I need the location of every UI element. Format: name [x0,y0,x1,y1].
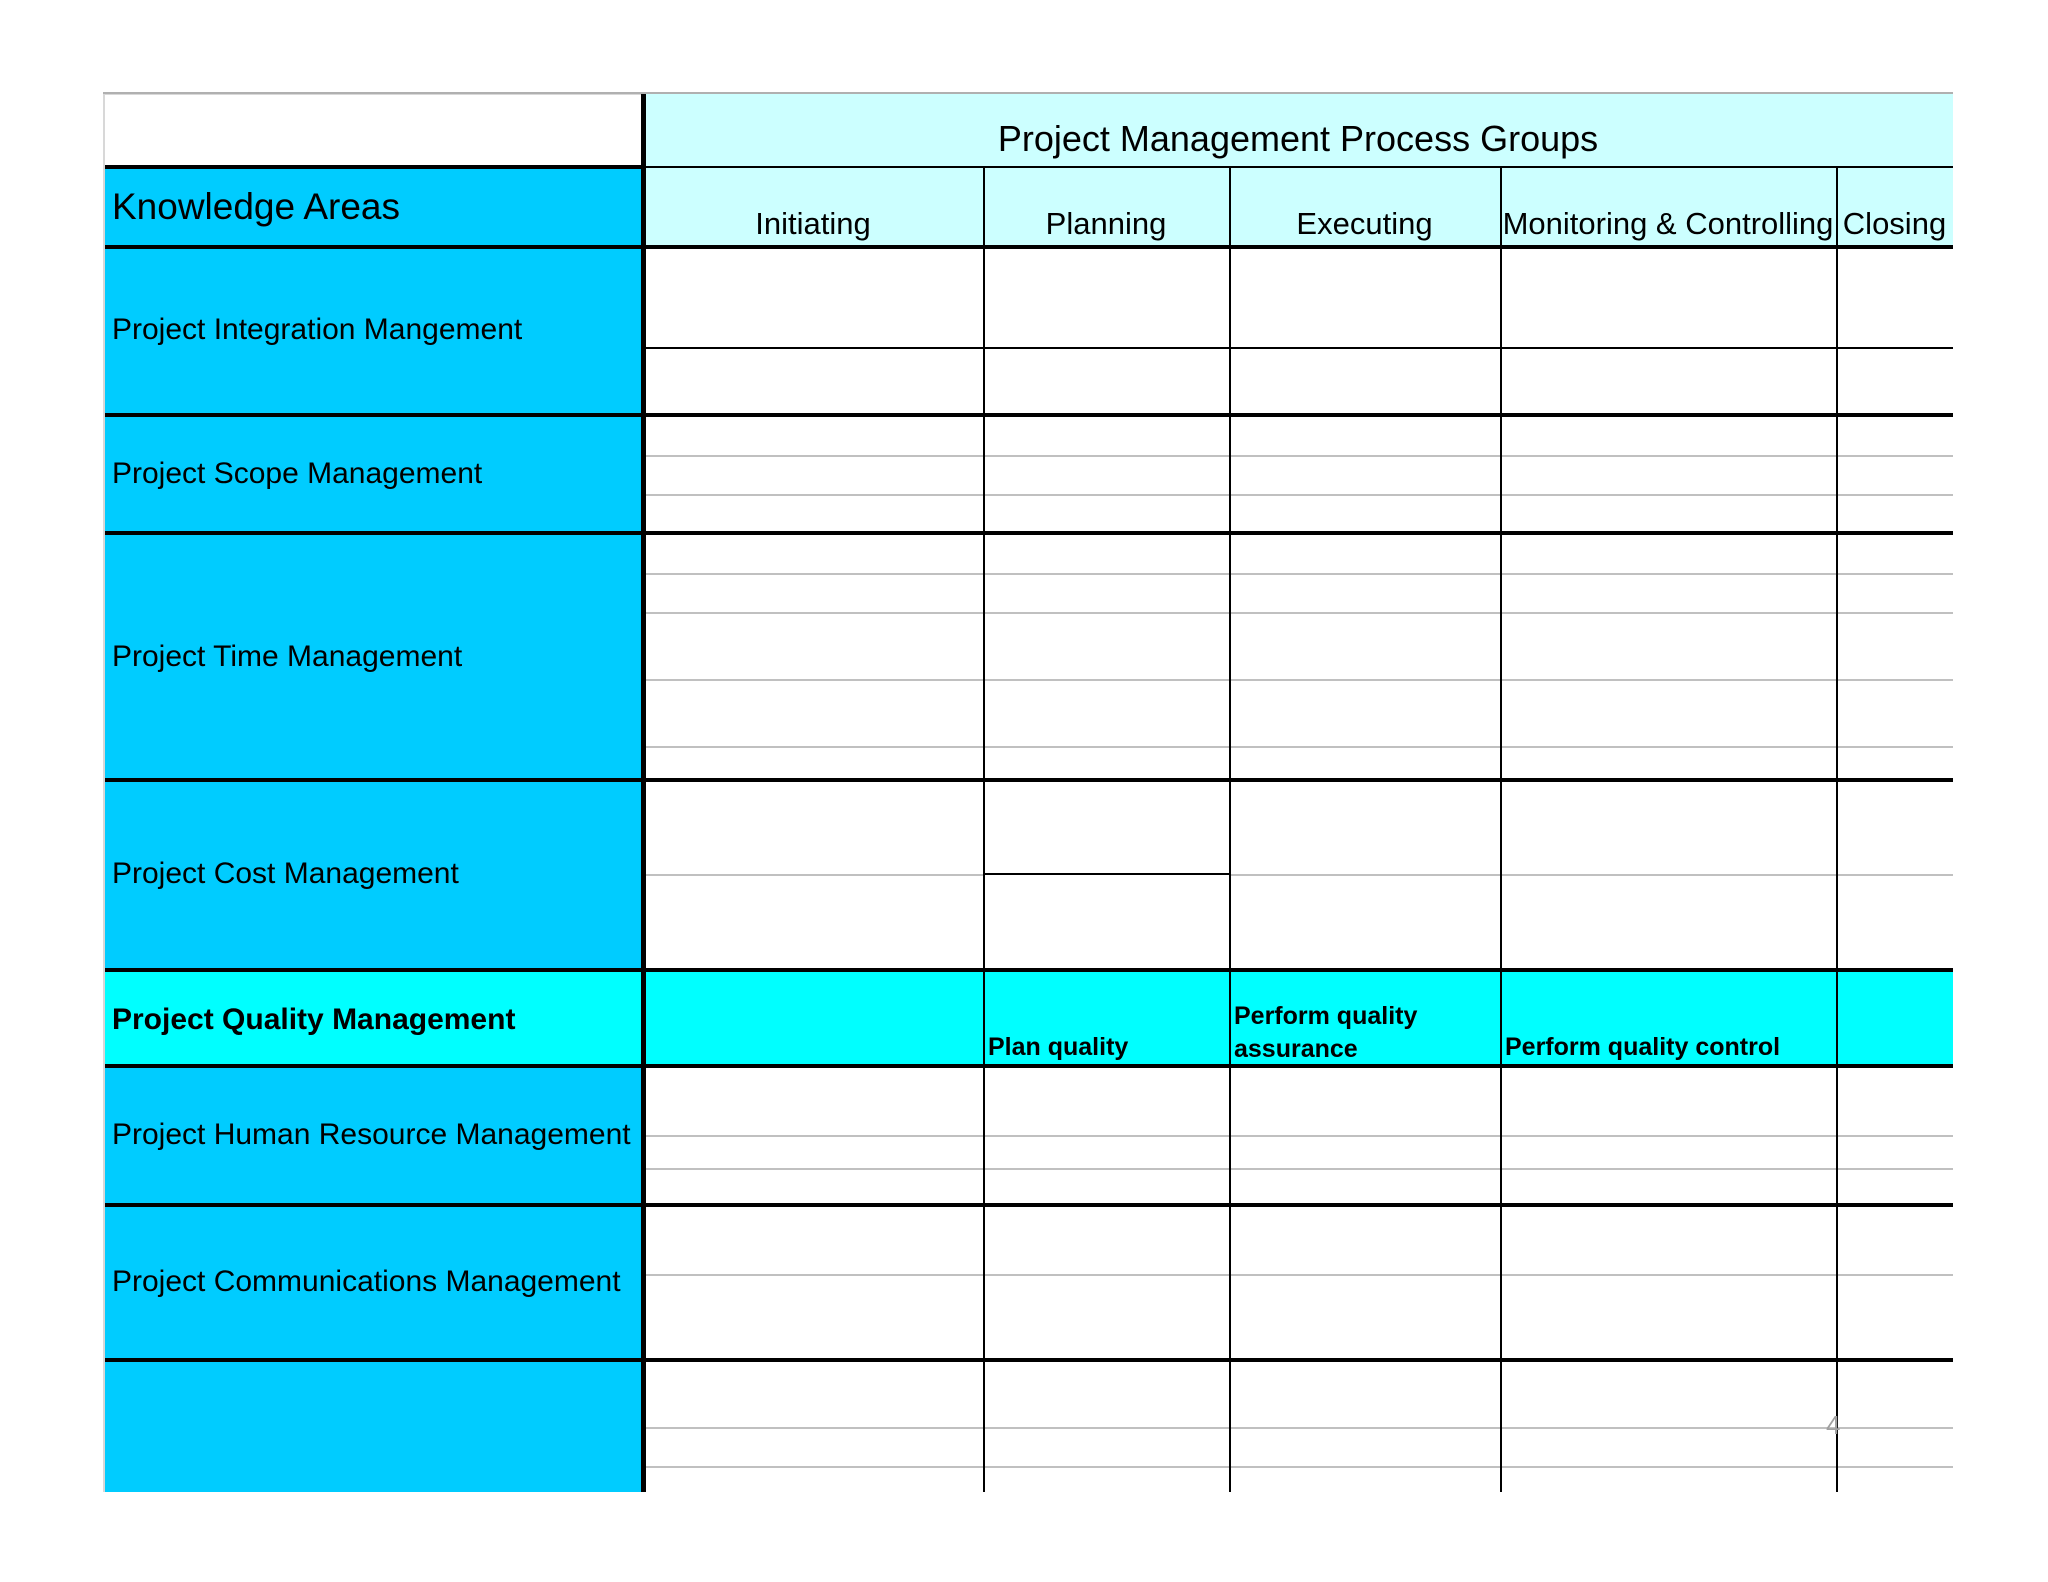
column-header-planning: Planning [1045,206,1167,241]
gridline [645,612,1953,614]
row-separator [103,531,1953,535]
row-separator [103,1358,1953,1362]
row-separator [103,245,1953,249]
row-separator [103,1203,1953,1207]
gridline [645,455,1953,457]
row-separator [103,778,1953,782]
column-divider [1500,167,1502,1492]
row-separator [103,1064,1953,1068]
quality-cell-planning: Plan quality [988,1033,1129,1061]
gridline [645,1466,1953,1468]
column-divider [1836,167,1838,1492]
quality-cell-executing: Perform quality assurance [1234,1002,1418,1063]
knowledge-areas-heading: Knowledge Areas [112,186,400,227]
process-groups-title: Project Management Process Groups [997,118,1599,159]
corner-blank-cell [103,93,643,167]
knowledge-area-scope: Project Scope Management [112,457,483,490]
gridline [645,1274,1953,1276]
gridline [645,573,1953,575]
knowledge-area-integration: Project Integration Mangement [112,313,523,346]
left-border [103,93,105,1492]
gridline [645,874,983,876]
row-separator [103,413,1953,417]
knowledge-area-time: Project Time Management [112,640,463,673]
row-separator [103,165,645,169]
column-divider [1229,167,1231,1492]
knowledge-area-cost: Project Cost Management [112,857,459,890]
page-number: 4 [1826,1410,1841,1440]
column-divider [983,167,985,1492]
gridline [645,746,1953,748]
gridline [645,1135,1953,1137]
gridline [645,494,1953,496]
column-header-executing: Executing [1296,206,1433,241]
gridline [645,1168,1953,1170]
column-divider-areas [641,93,646,1492]
column-header-closing: Closing [1842,206,1947,241]
knowledge-area-human-resource: Project Human Resource Management [112,1118,631,1151]
column-header-monitoring-controlling: Monitoring & Controlling [1502,206,1834,241]
column-header-initiating: Initiating [755,206,871,241]
top-border [103,92,1953,94]
gridline [645,347,1953,349]
gridline [643,166,1953,168]
gridline [645,679,1953,681]
gridline [645,1427,1953,1429]
gridline [983,873,1229,875]
gridline [1229,874,1953,876]
quality-cell-monitoring: Perform quality control [1505,1033,1781,1061]
row-separator [103,968,1953,972]
knowledge-area-quality: Project Quality Management [112,1003,516,1036]
knowledge-area-communications: Project Communications Management [112,1265,621,1298]
